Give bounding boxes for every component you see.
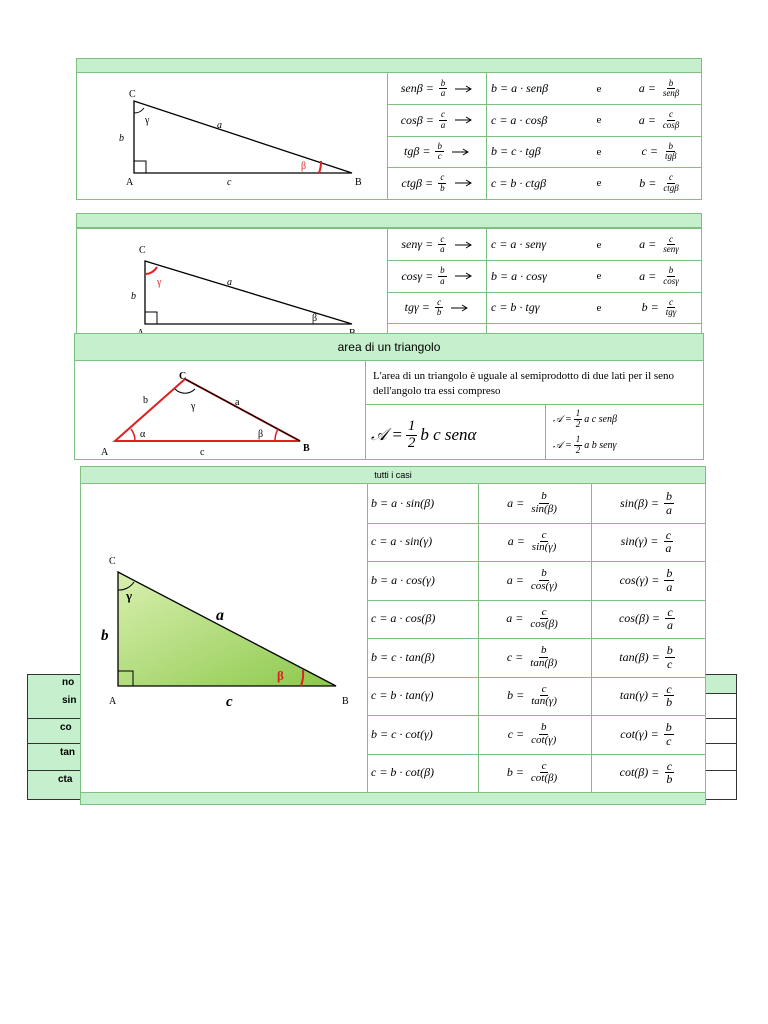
fraction-numerator: 1	[407, 417, 416, 434]
tutti-inverse-cell	[481, 677, 587, 716]
conjunction-cell	[587, 136, 611, 167]
fraction-denominator: tan(β)	[530, 656, 558, 669]
definition-cell: senγ = $\frac{c}{a}$	[389, 229, 485, 260]
fraction-numerator: c	[669, 109, 674, 120]
fraction-numerator: c	[541, 528, 547, 541]
tutti-inverse-cell	[481, 523, 587, 562]
angle-beta: β	[301, 161, 307, 172]
conjunction-cell	[587, 168, 611, 199]
tutti-formula-cell	[371, 484, 475, 523]
side-c: c	[227, 177, 232, 188]
fraction	[438, 266, 447, 286]
arrow-right-icon	[455, 116, 473, 124]
fraction	[439, 110, 448, 130]
tutti-inverse-lhs: a =	[506, 572, 524, 587]
fraction-denominator: sin(γ)	[531, 541, 557, 554]
arrow-right-icon	[455, 272, 473, 280]
side-c: c	[200, 447, 205, 458]
definition-lhs: tgβ	[404, 144, 420, 158]
formula-cell	[491, 136, 581, 167]
fraction-denominator: a	[666, 502, 673, 517]
tutti-inverse-lhs: a =	[507, 534, 525, 549]
conjunction-text: e	[596, 82, 602, 95]
vertex-A: A	[126, 177, 134, 188]
inverse-lhs: b	[639, 175, 646, 190]
fraction-denominator: a	[667, 618, 674, 633]
fraction-numerator: b	[668, 265, 674, 276]
tutti-inverse-lhs: b =	[507, 688, 525, 703]
fraction-denominator: b	[440, 182, 445, 193]
fraction-denominator: sin(β)	[531, 502, 557, 515]
tutti-formula-cell	[371, 561, 475, 600]
fraction-denominator: a	[440, 88, 446, 98]
triangle-diagram	[107, 239, 387, 334]
tutti-formula: c = a · sin(γ)	[371, 534, 433, 549]
side-a: a	[217, 120, 222, 131]
fraction-numerator: c	[437, 296, 442, 307]
fraction	[665, 606, 675, 632]
fraction-numerator: 1	[575, 434, 581, 445]
bg-sep	[704, 743, 736, 744]
fraction-numerator: b	[440, 77, 446, 88]
tutti-inverse-cell	[481, 754, 587, 793]
tutti-formula-cell	[371, 754, 475, 793]
side-a: a	[216, 607, 224, 624]
fraction-numerator: c	[441, 109, 446, 120]
bg-label: tan	[60, 747, 75, 758]
tutti-formula: c = b · tan(γ)	[371, 688, 434, 703]
definition-cell: cosγ = $\frac{b}{a}$	[389, 261, 485, 292]
bg-sep	[704, 770, 736, 771]
tutti-ratio-lhs: cot(β) =	[619, 765, 660, 780]
arrow-right-icon	[455, 85, 473, 93]
tutti-formula-cell	[371, 677, 475, 716]
fraction	[435, 298, 444, 318]
conjunction-text: e	[596, 177, 602, 189]
area-header	[74, 333, 704, 361]
fraction-denominator: 2	[575, 418, 581, 429]
formula-text: c = a · cosβ	[491, 112, 548, 127]
tutti-formula-cell	[371, 523, 475, 562]
formula-cell	[491, 168, 581, 199]
panel1-bottom-bar	[76, 213, 702, 228]
panel2	[76, 228, 702, 334]
fraction	[661, 110, 681, 130]
fraction-numerator: b	[540, 644, 547, 657]
fraction-denominator: 2	[575, 444, 581, 455]
triangle-diagram	[107, 83, 367, 193]
definition-lhs: cosβ	[400, 112, 423, 127]
formula-cell	[491, 229, 581, 260]
fraction-denominator: a	[440, 275, 445, 286]
conjunction-cell	[587, 261, 611, 292]
formula-cell	[491, 105, 581, 136]
angle-beta: β	[312, 313, 318, 324]
tutti-inverse-lhs: c =	[507, 726, 525, 741]
conjunction-cell	[587, 73, 611, 104]
fraction-numerator: b	[437, 140, 442, 151]
fraction	[661, 79, 681, 99]
fraction-denominator: a	[665, 541, 672, 556]
inverse-lhs: b	[641, 300, 648, 314]
angle-beta: β	[258, 429, 264, 440]
fraction	[529, 684, 559, 708]
tutti-inverse-cell	[481, 715, 587, 754]
bg-sep	[28, 718, 82, 719]
tutti-inverse-lhs: a =	[506, 611, 524, 626]
fraction-numerator: c	[666, 681, 672, 696]
inverse-lhs: a	[639, 268, 646, 283]
definition-cell: tgβ = $\frac{b}{c}$	[389, 136, 485, 167]
fraction-numerator: c	[541, 759, 547, 772]
vertex-B: B	[303, 443, 310, 454]
tutti-inverse-cell	[481, 484, 587, 523]
vertex-C: C	[109, 556, 116, 567]
fraction-denominator: a	[666, 579, 673, 594]
side-b: b	[101, 628, 109, 644]
conjunction-cell	[587, 229, 611, 260]
area-title: area di un triangolo	[337, 340, 441, 354]
definition-lhs: senγ	[401, 237, 423, 251]
shaded-triangle-diagram	[101, 544, 371, 714]
tutti-formula: b = c · tan(β)	[371, 649, 435, 664]
bg-label: co	[60, 722, 72, 733]
bg-sep	[704, 718, 736, 719]
fraction-denominator: tan(γ)	[531, 695, 557, 708]
fraction-denominator: cos(β)	[530, 618, 558, 631]
half-fraction	[406, 419, 418, 452]
area-panel	[74, 360, 704, 460]
arrow-right-icon	[455, 179, 473, 187]
tutti-formula-cell	[371, 638, 475, 677]
fraction-numerator: b	[540, 721, 547, 734]
fraction-denominator: b	[436, 307, 442, 317]
vertex-A: A	[101, 447, 109, 458]
inverse-cell: c = $\frac{b}{\text{tgβ}}$	[641, 140, 677, 161]
tutti-ratio-cell	[595, 677, 701, 716]
fraction-numerator: c	[666, 758, 673, 773]
fraction-denominator: b	[666, 772, 673, 787]
tutti-ratio-lhs: cos(γ) =	[619, 572, 660, 587]
fraction-denominator: a	[440, 119, 446, 130]
fraction-numerator: b	[666, 643, 673, 658]
definition-lhs: cosγ	[401, 268, 423, 283]
inverse-lhs: a	[638, 112, 645, 127]
angle-gamma: γ	[157, 277, 162, 288]
tutti-formula: b = a · sin(β)	[371, 495, 435, 510]
fraction-denominator: tgβ	[664, 151, 677, 161]
fraction-numerator: c	[669, 296, 674, 307]
formula-text: b = a · senβ	[491, 81, 549, 95]
tutti-ratio-cell	[595, 600, 701, 639]
area-alt-formula-1	[553, 407, 617, 431]
area-alt-lhs: 𝒜 =	[553, 413, 572, 425]
fraction-denominator: cosβ	[662, 119, 680, 130]
fraction-numerator: c	[440, 233, 445, 244]
tutti-inverse-lhs: c =	[506, 649, 524, 664]
tutti-panel	[80, 483, 706, 795]
fraction-denominator: a	[440, 244, 445, 254]
background-table-label-col	[28, 675, 83, 799]
angle-gamma: γ	[191, 401, 196, 412]
conjunction-text: e	[596, 114, 602, 126]
fraction-numerator: b	[665, 720, 672, 735]
fraction	[661, 173, 680, 193]
fraction	[663, 142, 678, 162]
vertex-C: C	[129, 89, 136, 100]
vertex-C: C	[179, 371, 187, 382]
tutti-ratio-lhs: cot(γ) =	[620, 726, 659, 741]
inverse-cell: b = $\frac{c}{\text{tgγ}}$	[641, 296, 677, 317]
area-alt-rest: a c senβ	[584, 413, 617, 425]
angle-alpha: α	[140, 429, 146, 440]
area-alt-rest: a b senγ	[584, 439, 617, 451]
fraction	[438, 235, 447, 255]
fraction-numerator: b	[668, 77, 674, 88]
tutti-ratio-lhs: cos(β) =	[618, 611, 661, 626]
fraction-denominator: cot(γ)	[531, 733, 557, 746]
fraction	[664, 760, 674, 786]
area-description: L'area di un triangolo è uguale al semiprodotto di due lati per il seno dell'angolo tra essi compreso	[373, 370, 675, 397]
fraction	[664, 490, 674, 516]
formula-cell	[491, 261, 581, 292]
fraction-numerator: c	[667, 604, 673, 619]
fraction-numerator: b	[541, 490, 547, 503]
vertex-A: A	[109, 696, 117, 707]
tutti-formula-cell	[371, 715, 475, 754]
definition-cell: ctgβ = $\frac{c}{b}$	[389, 168, 485, 199]
tutti-ratio-cell	[595, 638, 701, 677]
fraction-denominator: cos(γ)	[530, 579, 558, 592]
side-b: b	[131, 291, 136, 302]
area-alt-lhs: 𝒜 =	[553, 439, 572, 451]
side-b: b	[143, 395, 148, 406]
fraction-denominator: c	[666, 733, 672, 748]
inverse-cell: b = $\frac{c}{\text{ctgβ}}$	[639, 172, 679, 193]
bg-label: sin	[62, 695, 77, 706]
inverse-cell: a = $\frac{b}{\cos\gamma}$	[639, 265, 679, 286]
conjunction-text: e	[596, 238, 602, 251]
inverse-cell: a = $\frac{b}{\text{senβ}}$	[638, 77, 680, 98]
fraction-numerator: c	[665, 527, 672, 542]
fraction	[438, 173, 447, 193]
vertex-B: B	[355, 177, 362, 188]
fraction-denominator: c	[667, 656, 673, 671]
tutti-formula-cell	[371, 600, 475, 639]
fraction-numerator: b	[666, 566, 673, 581]
angle-gamma: γ	[126, 588, 133, 603]
bg-sep	[28, 770, 82, 771]
fraction-numerator: c	[541, 682, 547, 695]
bg-label: no	[62, 677, 75, 688]
side-c: c	[226, 694, 233, 710]
fraction	[665, 644, 675, 670]
fraction	[529, 491, 559, 515]
arrow-right-icon	[451, 304, 469, 312]
fraction-denominator: senβ	[662, 88, 680, 98]
formula-text: b = c · tgβ	[491, 144, 541, 158]
inverse-lhs: a	[639, 237, 646, 251]
tutti-ratio-lhs: sin(β) =	[619, 495, 660, 510]
fraction-denominator: tgγ	[665, 307, 677, 317]
panel1	[76, 72, 702, 200]
fraction-numerator: b	[668, 140, 673, 151]
area-lhs: 𝒜 =	[371, 425, 403, 444]
arrow-right-icon	[452, 148, 470, 156]
tutti-ratio-lhs: sin(γ) =	[620, 534, 659, 549]
definition-cell: tgγ = $\frac{c}{b}$	[389, 292, 485, 323]
fraction	[529, 722, 558, 746]
side-a: a	[227, 277, 232, 288]
fraction-numerator: 1	[575, 408, 581, 419]
tutti-inverse-cell	[481, 638, 587, 677]
fraction-denominator: c	[437, 151, 442, 161]
tutti-ratio-cell	[595, 484, 701, 523]
definition-lhs: tgγ	[404, 300, 419, 314]
fraction	[661, 266, 681, 286]
definition-cell: senβ = $\frac{b}{a}$	[389, 73, 485, 104]
fraction	[529, 761, 559, 785]
conjunction-text: e	[596, 270, 602, 282]
conjunction-text: e	[596, 301, 602, 314]
side-a: a	[235, 397, 240, 408]
fraction	[439, 79, 448, 99]
tutti-inverse-cell	[481, 600, 587, 639]
tutti-bottom-bar	[80, 792, 706, 805]
tutti-formula: b = c · cot(γ)	[371, 726, 433, 741]
fraction	[528, 645, 559, 669]
fraction	[530, 530, 559, 554]
bg-sep	[28, 743, 82, 744]
tutti-ratio-cell	[595, 754, 701, 793]
tutti-ratio-cell	[595, 523, 701, 562]
tutti-header	[80, 466, 706, 484]
area-main-formula	[371, 417, 476, 453]
formula-text: c = a · senγ	[491, 237, 547, 251]
arrow-right-icon	[455, 241, 473, 249]
tutti-formula: b = a · cos(γ)	[371, 572, 435, 587]
fraction-denominator: ctgβ	[663, 182, 679, 193]
fraction	[663, 529, 673, 555]
fraction	[529, 568, 559, 592]
formula-text: c = b · ctgβ	[491, 175, 547, 190]
fraction-numerator: b	[541, 567, 547, 580]
tutti-inverse-cell	[481, 561, 587, 600]
fraction-numerator: c	[440, 172, 445, 183]
fraction	[528, 607, 559, 631]
formula-cell	[491, 73, 581, 104]
conjunction-cell	[587, 292, 611, 323]
inverse-lhs: c	[641, 144, 647, 158]
fraction-denominator: cot(β)	[530, 772, 558, 785]
tutti-formula: c = b · cot(β)	[371, 765, 435, 780]
side-b: b	[119, 133, 124, 144]
fraction-numerator: c	[541, 605, 547, 618]
vertex-B: B	[342, 696, 349, 707]
tutti-formula: c = a · cos(β)	[371, 611, 436, 626]
formula-text: b = a · cosγ	[491, 268, 547, 283]
fraction-denominator: 2	[407, 434, 416, 451]
definition-lhs: senβ	[400, 81, 423, 95]
angle-beta: β	[277, 668, 284, 683]
definition-cell: cosβ = $\frac{c}{a}$	[389, 105, 485, 136]
half-fraction	[574, 435, 583, 455]
fraction	[664, 567, 674, 593]
tutti-ratio-cell	[595, 715, 701, 754]
fraction	[435, 142, 444, 162]
fraction-numerator: c	[669, 233, 674, 244]
tutti-title: tutti i casi	[374, 470, 412, 480]
inverse-lhs: a	[638, 81, 645, 95]
area-alt-formula-2	[553, 433, 617, 457]
tutti-ratio-lhs: tan(γ) =	[619, 688, 660, 703]
half-fraction	[574, 409, 583, 429]
tutti-ratio-lhs: tan(β) =	[619, 649, 660, 664]
tutti-inverse-lhs: a =	[507, 495, 525, 510]
formula-text: c = b · tgγ	[491, 300, 540, 314]
area-rest: b c senα	[420, 425, 477, 444]
tutti-inverse-lhs: b =	[506, 765, 524, 780]
tutti-ratio-cell	[595, 561, 701, 600]
formula-cell	[491, 292, 581, 323]
inverse-cell: a = $\frac{c}{\cos\beta}$	[638, 109, 680, 130]
angle-gamma: γ	[145, 115, 150, 126]
definition-lhs: ctgβ	[401, 175, 423, 190]
fraction-denominator: b	[666, 695, 673, 710]
fraction	[664, 683, 674, 709]
conjunction-cell	[587, 105, 611, 136]
fraction	[661, 235, 681, 255]
fraction-numerator: b	[666, 489, 673, 504]
vertex-C: C	[139, 245, 146, 256]
fraction-numerator: c	[669, 172, 674, 183]
fraction	[664, 721, 674, 747]
fraction-numerator: b	[440, 265, 445, 276]
conjunction-text: e	[596, 145, 602, 158]
bg-label: cta	[58, 774, 73, 785]
inverse-cell: a = $\frac{c}{\text{senγ}}$	[639, 233, 679, 254]
area-triangle-diagram	[95, 367, 325, 459]
fraction-denominator: senγ	[663, 244, 679, 254]
fraction	[664, 298, 679, 318]
fraction-denominator: cosγ	[663, 275, 679, 286]
